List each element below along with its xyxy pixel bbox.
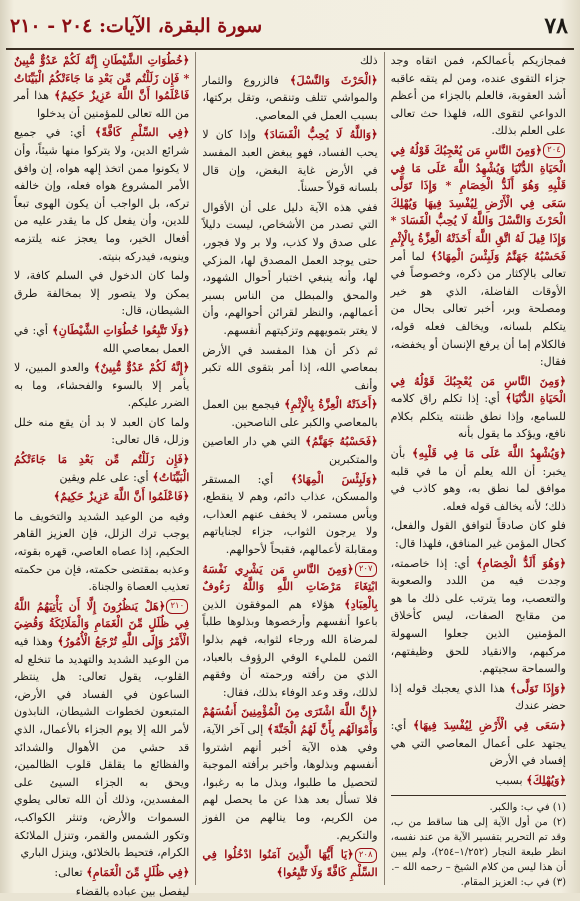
verse-number-marker: ٢٠٤ [543,143,565,158]
column-left [8,52,196,899]
quran-verse: ﴿وَيُشْهِدُ اللَّهَ عَلَى مَا فِي قَلْبِهِ﴾ [405,447,566,461]
quran-verse: ﴿وَلَا تَتَّبِعُوا خُطُوَاتِ الشَّيْطَانِ﴾ [48,323,190,337]
quran-verse: ﴿فَحَسْبُهُ جَهَنَّمُ﴾ [300,435,378,449]
commentary-text: فلو كان صادقاً لتوافق القول والفعل، كحال المؤمن غير المنافق، فلهذا قال: [390,519,566,551]
paragraph [14,598,189,862]
commentary-text: ففي هذه الآية دليل على أن الأقوال التي تصدر من الأشخاص، ليست دليلاً على صدق ولا كذب، ولا بر ولا فجور، حتى يوجد العمل المصدق لها، المزكي لها، وأنه ينبغي اختبار أحوال الشهود، والمحق والمبطل من الناس بسبر أعمالهم، والنظر لقرائن أحوالهم، وأن لا يغتر بتمويههم وتزكيتهم أنفسهم. [202,200,378,337]
paragraph [14,451,189,486]
footnotes [391,795,566,890]
footnote: (٣) في ب: العزيز المقام. [460,877,566,889]
commentary-text: أي: المستقر والمسكن، عذاب دائم، وهم لا ينقطع، ويأس مستمر، لا يخفف عنهم العذاب، ولا يرجون الثواب، جزاء لجناياتهم ومقابلة لأعمالهم، فقبحاً لأحوالهم. [202,472,378,557]
paragraph [14,322,189,357]
commentary-text: ذلك [360,54,378,67]
paragraph [391,717,566,770]
commentary-text: بأن يخبر: أن الله يعلم أن ما في قلبه موافق لما نطق به، وهو كاذب في ذلك؛ لأنه يخالف قوله فعله. [390,447,566,513]
commentary-text: فيجمع بين العمل بالمعاصي والكبر على الناصحين. [202,398,378,429]
quran-verse: ﴿فِي ظُلَلٍ مِّنَ الْغَمَامِ﴾ [82,865,190,879]
quran-verse: ﴿وَاللَّهُ لَا يُحِبُّ الْفَسَادَ﴾ [256,128,378,142]
paragraph [391,445,566,515]
commentary-text: فالزروع والثمار والمواشي تتلف وتنقص، وتقل بركتها، بسبب العمل في المعاصي. [202,73,378,122]
commentary-text: التي هي دار العاصين والمتكبرين [202,435,378,467]
page-header [6,4,574,50]
quran-verse: ﴿وَهُوَ أَلَدُّ الْخِصَامِ﴾ [469,556,567,570]
paragraph [391,555,566,678]
paragraph [202,433,377,468]
commentary-text: وهذا فيه من الوعيد الشديد والتهديد ما تنخلع له القلوب، يقول تعالى: هل ينتظر الساعون في الفساد في الأرض، المتبعون لخطوات الشيطان، النابذون لأمر الله إلا يوم الجزاء بالأعمال، الذي قد حشي من الأهوال والشدائد والفظائع ما يقلقل قلوب الظالمين، ويحق به الجزاء السيئ على المفسدين، وذلك أن الله تعالى يطوي السموات والأرض، وتنثر الكواكب، وتكور الشمس والقمر، وتنزل الملائكة الكرام، فتحيط بالخلائق، وينزل الباري [14,635,190,860]
paragraph [14,414,189,449]
commentary-text: إلى آخر الآية، وفي هذه الآية أخبر أنهم اشتروا أنفسهم وبذلوها، وأخبر برأفته الموجبة لتحصيل ما طلبوا، وبذل ما به رغبوا، فلا تسأل بعد هذا عن ما يحصل لهم من الكريم، وما ينالهم من الفوز والتكريم. [202,722,378,842]
verse-number-marker: ٢٠٨ [355,848,377,863]
quran-verse: ﴿وَلَبِئْسَ الْمِهَادُ﴾ [273,472,378,486]
quran-verse: ﴿وَمِنَ النَّاسِ مَن يَشْرِي نَفْسَهُ ابْتِغَاءَ مَرْضَاتِ اللَّهِ وَاللَّهُ رَءُوفٌ بِالْعِبَادِ﴾ [202,562,378,611]
paragraph [202,471,377,559]
text-columns [8,52,572,899]
commentary-text: هؤلاء هم الموفقون الذين باعوا أنفسهم وأرخصوها وبذلوها طلباً لمرضاة الله ورجاء لثوابه، فهم بذلوا الثمن للمليء الوفي الرؤوف بالعباد، الذي من رأفته ورحمته أن وفقهم لذلك، وقد وعد الوفاء بذلك، فقال: [202,597,378,699]
column-right [385,52,572,889]
paragraph [202,846,377,881]
commentary-text: ولما كان العبد لا بد أن يقع منه خلل وزلل، قال تعالى: [14,415,190,447]
commentary-text: أي: في العمل بمعاصي الله [14,323,190,355]
quran-verse: ﴿أَخَذَتْهُ الْعِزَّةُ بِالْإِثْمِ﴾ [279,398,378,412]
footnote: (٢) من أول الآية إلى هنا ساقط من ب، وقد تم التحرير بتفسير الآية من عند نفسه، انظر طبعة النجار (١/٢٥٢–٢٥٤)، ولم يبين أن هذا ليس من كلام الشيخ – رحمه الله –. [390,817,567,874]
surah-verses-title: سورة البقرة، الآيات: ٢٠٤ - ٢١٠ [10,15,263,37]
commentary-text: تعالى: [54,865,83,879]
quran-verse: ﴿وَيُهْلِكَ﴾ [522,773,566,787]
paragraph [202,199,377,340]
quran-verse: ﴿إِنَّ اللَّهَ اشْتَرَى مِنَ الْمُؤْمِنِينَ أَنفُسَهُمْ وَأَمْوَالَهُم بِأَنَّ لَهُمُ الْجَنَّةَ﴾ [202,705,378,736]
page-number: ٧٨ [544,13,568,39]
quran-verse: ﴿فَإِن زَلَلْتُم مِّن بَعْدِ مَا جَاءَتْكُمُ الْبَيِّنَاتُ﴾ [14,453,190,484]
paragraph [202,703,377,844]
commentary-text: أي: على علم ويقين [59,470,149,484]
paragraph [391,52,566,140]
verse-number-marker: ٢١٠ [166,599,188,614]
quran-verse: ﴿فَاعْلَمُوا أَنَّ اللَّهَ عَزِيزٌ حَكِيمٌ﴾ [53,490,190,504]
column-left-body [14,52,189,901]
commentary-text: بسبب [495,773,523,787]
paragraph [202,52,377,70]
quran-verse: ﴿يَا أَيُّهَا الَّذِينَ آمَنُوا ادْخُلُوا فِي السِّلْمِ كَافَّةً وَلَا تَتَّبِعُوا﴾ [202,848,378,879]
verse-number-marker: ٢٠٧ [355,562,377,577]
commentary-text: فمجازيكم بأعمالكم، فمن اتقاه وجد جزاء التقوى عنده، ومن لم يتقه عاقبه أشد العقوبة، فالعلم بالجزاء من أعظم الدواعي لتقوى الله، فلهذا حث تعالى على العلم بذلك. [390,54,566,138]
column-middle [196,52,384,885]
commentary-text: والعدو المبين، لا يأمر إلا بالسوء والفحشاء، وما به الضرر عليكم. [14,361,190,410]
commentary-text: وفيه من الوعيد الشديد والتخويف ما يوجب ترك الزلل، فإن العزيز القاهر الحكيم، إذا عصاه العاصي، قهره بقوته، وعذبه بمقتضى حكمته، فإن من حكمته تعذيب العصاة والجناة. [14,509,190,594]
quran-verse: ﴿وَمِنَ النَّاسِ مَن يُعْجِبُكَ قَوْلُهُ فِي الْحَيَاةِ الدُّنْيَا﴾ [390,374,566,406]
paragraph [391,772,566,790]
paragraph [14,488,189,506]
commentary-text: أي: إذا خاصمته، وجدت فيه من اللدد والصعوبة والتعصب، وما يترتب على ذلك ما هو من مقابح الصفات، ليس كأخلاق المؤمنين الذين جعلوا السهولة مركبهم، والانقياد للحق وظيفتهم، والسماحة سجيتهم. [390,556,566,676]
paragraph [391,517,566,552]
paragraph [391,142,566,371]
commentary-text: لما أمر تعالى بالإكثار من ذكره، وخصوصاً في الأوقات الفاضلة، الذي هو خير ومصلحة وبر، أخبر تعالى بحال من يتكلم بلسانه، ويخالف فعله قوله، فالكلام إما أن يرفع الإنسان أو يخفضه، فقال: [390,249,566,369]
quran-verse: ﴿إِنَّهُ لَكُمْ عَدُوٌّ مُّبِينٌ﴾ [89,361,190,375]
commentary-text: هذا أمر من الله تعالى للمؤمنين أن يدخلوا [14,89,190,120]
paragraph [14,124,189,265]
quran-verse: ﴿فِي السِّلْمِ كَافَّةً﴾ [85,126,190,140]
commentary-text: وإذا كان لا يحب الفساد، فهو يبغض العبد المفسد في الأرض غاية البغض، وإن قال بلسانه قولاً حسناً. [202,128,378,195]
paragraph [14,52,189,122]
paragraph [202,342,377,395]
paragraph [14,864,189,882]
paragraph [202,396,377,431]
commentary-text: ليفصل بين عباده بالقضاء [75,885,190,899]
paragraph [14,883,189,901]
paragraph [391,680,566,715]
quran-verse: ﴿الْحَرْثَ وَالنَّسْلَ﴾ [278,73,378,87]
paragraph [14,267,189,320]
paragraph [14,359,189,412]
commentary-text: ولما كان الدخول في السلم كافة، لا يمكن ولا يتصور إلا بمخالفة طرق الشيطان، قال: [14,269,190,318]
quran-verse: ﴿سَعَى فِي الْأَرْضِ لِيُفْسِدَ فِيهَا﴾ [406,718,566,732]
commentary-text: أي: إذا تكلم راق كلامه للسامع، وإذا نطق ظننته يتكلم بكلام نافع، ويؤكد ما يقول بأنه [390,392,566,441]
quran-verse: ﴿وَمِنَ النَّاسِ مَن يُعْجِبُكَ قَوْلُهُ فِي الْحَيَاةِ الدُّنْيَا وَيُشْهِدُ اللَّهَ عَلَى مَا فِي قَلْبِهِ وَهُوَ أَلَدُّ الْخِصَامِ * وَإِذَا تَوَلَّى سَعَى فِي الْأَرْضِ لِيُفْسِدَ فِيهَا وَيُهْلِكَ الْحَرْثَ وَالنَّسْلَ وَاللَّهُ لَا يُحِبُّ الْفَسَادَ * وَإِذَا قِيلَ لَهُ اتَّقِ اللَّهَ أَخَذَتْهُ الْعِزَّةُ بِالْإِثْمِ فَحَسْبُهُ جَهَنَّمُ وَلَبِئْسَ الْمِهَادُ﴾ [390,143,566,263]
quran-verse: ﴿هَلْ يَنظُرُونَ إِلَّا أَن يَأْتِيَهُمُ اللَّهُ فِي ظُلَلٍ مِّنَ الْغَمَامِ وَالْمَلَائِكَةُ وَقُضِيَ الْأَمْرُ وَإِلَى اللَّهِ تُرْجَعُ الْأُمُورُ﴾ [14,599,190,648]
commentary-text: ثم ذكر أن هذا المفسد في الأرض بمعاصي الله، إذا أمر بتقوى الله تكبر وأنف [202,343,378,392]
paragraph [391,373,566,443]
commentary-text: أي: يجتهد على أعمال المعاصي التي هي إفساد في الأرض [390,718,566,768]
quran-verse: ﴿خُطُوَاتِ الشَّيْطَانِ إِنَّهُ لَكُمْ عَدُوٌّ مُّبِينٌ * فَإِن زَلَلْتُم مِّن بَعْدِ مَا جَاءَتْكُمُ الْبَيِّنَاتُ فَاعْلَمُوا أَنَّ اللَّهَ عَزِيزٌ حَكِيمٌ﴾ [14,54,190,103]
footnote: (١) في ب: والكبر. [489,802,566,814]
paragraph [14,508,189,596]
commentary-text: هذا الذي يعجبك قوله إذا حضر عندك [390,681,566,713]
paragraph [202,561,377,702]
commentary-text: أي: في جميع شرائع الدين، ولا يتركوا منها شيئاً، وأن لا يكونوا ممن اتخذ إلهه هواه، إن وافق الأمر المشروع هواه فعله، وإن خالفه تركه، بل الواجب أن يكون الهوى تبعاً للدين، وأن يفعل كل ما يقدر عليه من أفعال الخير، وما يعجز عنه يلتزمه وينويه، فيدركه بنيته. [14,126,190,263]
paragraph [202,126,377,196]
paragraph [202,72,377,125]
quran-verse: ﴿وَإِذَا تَوَلَّى﴾ [505,681,566,695]
